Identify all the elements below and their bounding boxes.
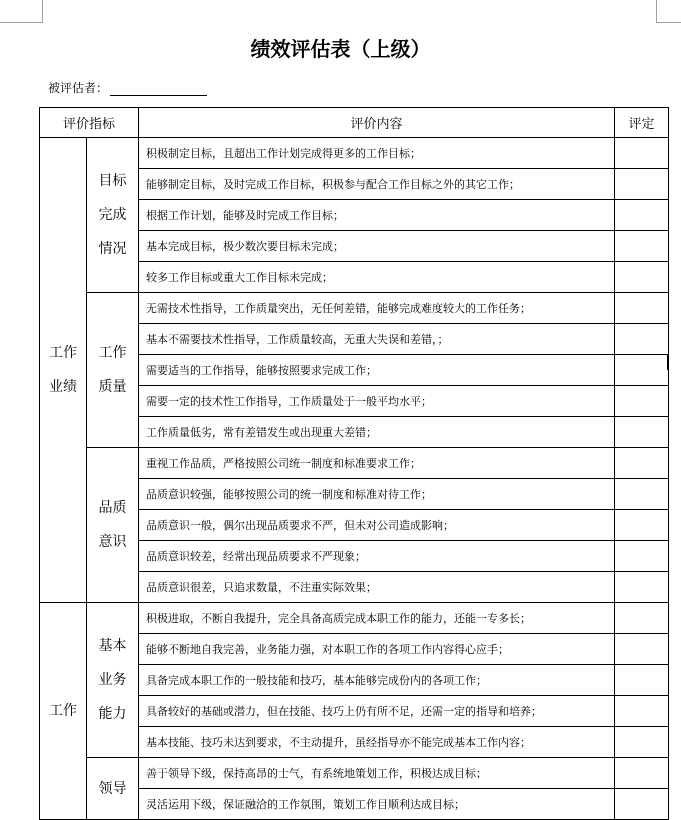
evaluatee-label: 被评估者： [48,81,109,95]
criteria-text: 品质意识较强，能够按照公司的统一制度和标准对待工作； [139,479,615,510]
evaluatee-blank-line[interactable] [110,81,207,96]
header-rating: 评定 [615,108,669,138]
subcategory-label: 品质 意识 [98,500,127,550]
table-row [40,293,669,324]
rating-cell[interactable] [615,789,669,820]
rating-cell[interactable] [615,231,669,262]
page-title: 绩效评估表（上级） [250,37,431,61]
rating-cell[interactable] [615,200,669,231]
rating-cell[interactable] [615,727,669,758]
rating-cell[interactable] [615,262,669,293]
subcategory-label: 基本 业务 能力 [98,638,127,722]
subcategory-cell [87,293,139,448]
criteria-text: 需要一定的技术性工作指导，工作质量处于一般平均水平； [139,386,615,417]
criteria-text: 积极制定目标，且超出工作计划完成得更多的工作目标； [139,138,615,169]
criteria-text: 根据工作计划，能够及时完成工作目标； [139,200,615,231]
rating-cell[interactable] [615,696,669,727]
criteria-text: 较多工作目标或重大工作目标未完成； [139,262,615,293]
criteria-text: 积极进取，不断自我提升，完全具备高质完成本职工作的能力，还能一专多长； [139,603,615,634]
subcategory-cell [87,603,139,758]
rating-cell[interactable] [615,541,669,572]
rating-cell[interactable] [615,355,669,386]
subcategory-cell [87,138,139,293]
page-corner-mark-top-left [0,0,43,23]
rating-cell[interactable] [615,634,669,665]
table-header-row [40,108,669,138]
criteria-text: 品质意识较差，经常出现品质要求不严现象； [139,541,615,572]
criteria-text: 无需技术性指导，工作质量突出，无任何差错，能够完成难度较大的工作任务； [139,293,615,324]
criteria-text: 基本不需要技术性指导，工作质量较高，无重大失误和差错，； [139,324,615,355]
subcategory-label: 目标 完成 情况 [98,173,127,257]
subcategory-label: 工作 质量 [98,345,127,395]
evaluatee-field[interactable] [48,79,207,96]
header-indicator: 评价指标 [40,108,139,138]
rating-cell[interactable] [615,138,669,169]
table-row [40,603,669,634]
subcategory-label: 领导 [98,780,127,797]
rating-cell[interactable] [615,448,669,479]
evaluation-table [39,107,669,820]
criteria-text: 工作质量低劣，常有差错发生或出现重大差错； [139,417,615,448]
header-content: 评价内容 [139,108,615,138]
rating-cell[interactable] [615,386,669,417]
criteria-text: 基本技能、技巧未达到要求，不主动提升，虽经指导亦不能完成基本工作内容； [139,727,615,758]
criteria-text: 需要适当的工作指导，能够按照要求完成工作； [139,355,615,386]
criteria-text: 品质意识很差，只追求数量，不注重实际效果； [139,572,615,603]
category-label: 工作 [49,703,77,719]
rating-cell[interactable] [615,479,669,510]
rating-cell[interactable] [615,324,669,355]
rating-cell[interactable] [615,169,669,200]
rating-cell[interactable] [615,293,669,324]
criteria-text: 具备完成本职工作的一般技能和技巧，基本能够完成份内的各项工作； [139,665,615,696]
criteria-text: 品质意识一般，偶尔出现品质要求不严，但未对公司造成影响； [139,510,615,541]
criteria-text: 具备较好的基础或潜力，但在技能、技巧上仍有所不足，还需一定的指导和培养； [139,696,615,727]
category-cell [40,138,87,603]
rating-cell[interactable] [615,665,669,696]
criteria-text: 基本完成目标，极少数次要目标未完成； [139,231,615,262]
criteria-text: 善于领导下级，保持高昂的士气，有系统地策划工作，积极达成目标； [139,758,615,789]
table-row [40,138,669,169]
rating-cell[interactable] [615,510,669,541]
criteria-text: 灵活运用下级，保证融洽的工作氛围，策划工作目顺利达成目标； [139,789,615,820]
criteria-text: 重视工作品质，严格按照公司统一制度和标准要求工作； [139,448,615,479]
criteria-text: 能够制定目标，及时完成工作目标，积极参与配合工作目标之外的其它工作； [139,169,615,200]
subcategory-cell [87,448,139,603]
rating-cell[interactable] [615,572,669,603]
table-row [40,448,669,479]
page-corner-mark-top-right [656,0,681,23]
rating-cell[interactable] [615,417,669,448]
category-label: 工作 业绩 [49,345,77,395]
rating-cell[interactable] [615,603,669,634]
subcategory-cell [87,758,139,820]
criteria-text: 能够不断地自我完善，业务能力强，对本职工作的各项工作内容得心应手； [139,634,615,665]
category-cell [40,603,87,820]
rating-cell[interactable] [615,758,669,789]
table-row [40,758,669,789]
